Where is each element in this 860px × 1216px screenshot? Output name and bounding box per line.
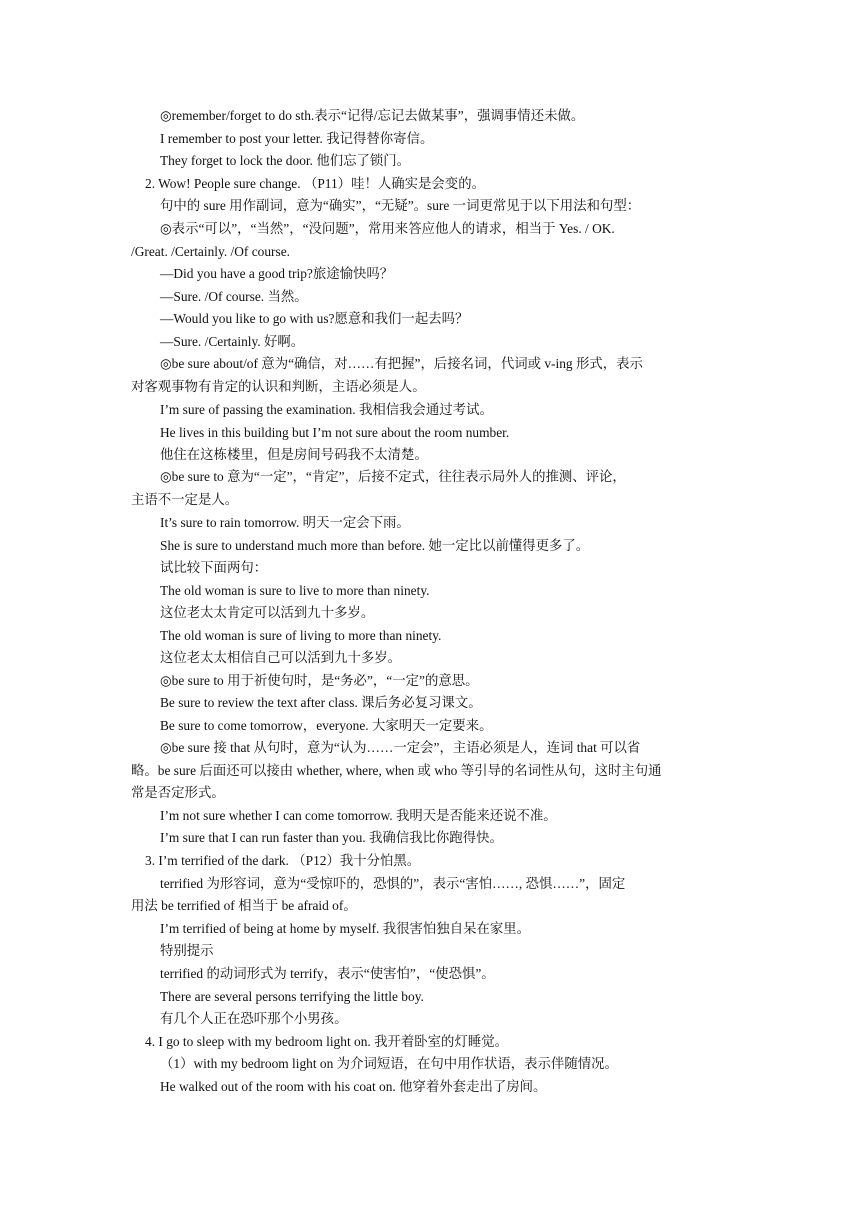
text-line: I’m sure that I can run faster than you. 我确信我比你跑得快。 (160, 830, 503, 845)
text-line: 句中的 sure 用作副词，意为“确实”，“无疑”。sure 一词更常见于以下用法和句型： (160, 198, 641, 213)
text-line: I remember to post your letter. 我记得替你寄信。 (160, 131, 434, 146)
section-heading: 3. I’m terrified of the dark. （P12）我十分怕黑。 (145, 853, 421, 868)
section-heading: 2. Wow! People sure change. （P11）哇！人确实是会变的。 (145, 176, 485, 191)
text-line: terrified 的动词形式为 terrify，表示“使害怕”，“使恐惧”。 (160, 966, 495, 981)
text-line: They forget to lock the door. 他们忘了锁门。 (160, 153, 411, 168)
text-line: 有几个人正在恐吓那个小男孩。 (160, 1011, 348, 1026)
text-line: —Sure. /Of course. 当然。 (160, 289, 308, 304)
text-line: —Sure. /Certainly. 好啊。 (160, 334, 305, 349)
text-line: 略。be sure 后面还可以接由 whether, where, when 或 who 等引导的名词性从句，这时主句通 (131, 763, 662, 778)
text-line: I’m sure of passing the examination. 我相信我会通过考试。 (160, 402, 493, 417)
text-line: ◎be sure about/of 意为“确信，对……有把握”，后接名词，代词或 v-ing 形式，表示 (160, 356, 643, 371)
text-line: I’m terrified of being at home by myself. 我很害怕独自呆在家里。 (160, 921, 531, 936)
text-line: It’s sure to rain tomorrow. 明天一定会下雨。 (160, 515, 410, 530)
section-heading: 4. I go to sleep with my bedroom light on. 我开着卧室的灯睡觉。 (145, 1034, 509, 1049)
text-line: 这位老太太肯定可以活到九十多岁。 (160, 605, 375, 620)
text-line: /Great. /Certainly. /Of course. (131, 244, 291, 259)
text-line: （1）with my bedroom light on 为介词短语，在句中用作状语，表示伴随情况。 (160, 1056, 618, 1071)
text-line: I’m not sure whether I can come tomorrow. 我明天是否能来还说不准。 (160, 808, 557, 823)
text-line: —Would you like to go with us?愿意和我们一起去吗？ (160, 311, 469, 326)
text-line: terrified 为形容词，意为“受惊吓的，恐惧的”，表示“害怕……, 恐惧……”，固定 (160, 876, 626, 891)
text-line: ◎be sure 接 that 从句时，意为“认为……一定会”，主语必须是人，连词 that 可以省 (160, 740, 641, 755)
text-line: 这位老太太相信自己可以活到九十多岁。 (160, 650, 402, 665)
text-line: 特别提示 (160, 943, 214, 958)
text-line: ◎表示“可以”，“当然”，“没问题”，常用来答应他人的请求，相当于 Yes. / OK. (160, 221, 615, 236)
text-line: ◎be sure to 用于祈使句时，是“务必”，“一定”的意思。 (160, 673, 479, 688)
text-line: 他住在这栋楼里，但是房间号码我不太清楚。 (160, 447, 428, 462)
text-line: He lives in this building but I’m not sure about the room number. (160, 425, 510, 440)
text-line: The old woman is sure of living to more than ninety. (160, 628, 442, 643)
text-line: He walked out of the room with his coat on. 他穿着外套走出了房间。 (160, 1079, 547, 1094)
text-line: 试比较下面两句： (160, 560, 268, 575)
text-line: There are several persons terrifying the little boy. (160, 989, 424, 1004)
text-line: Be sure to review the text after class. 课后务必复习课文。 (160, 695, 482, 710)
text-line: 常是否定形式。 (131, 785, 225, 800)
text-line: She is sure to understand much more than before. 她一定比以前懂得更多了。 (160, 538, 590, 553)
text-line: 主语不一定是人。 (131, 492, 239, 507)
text-line: The old woman is sure to live to more than ninety. (160, 583, 430, 598)
text-line: 用法 be terrified of 相当于 be afraid of。 (131, 898, 357, 913)
text-line: ◎be sure to 意为“一定”，“肯定”，后接不定式，往往表示局外人的推测、评论， (160, 469, 626, 484)
text-line: 对客观事物有肯定的认识和判断，主语必须是人。 (131, 379, 426, 394)
text-line: —Did you have a good trip?旅途愉快吗？ (160, 266, 394, 281)
text-line: ◎remember/forget to do sth.表示“记得/忘记去做某事”，强调事情还未做。 (160, 108, 585, 123)
text-line: Be sure to come tomorrow，everyone. 大家明天一定要来。 (160, 718, 493, 733)
